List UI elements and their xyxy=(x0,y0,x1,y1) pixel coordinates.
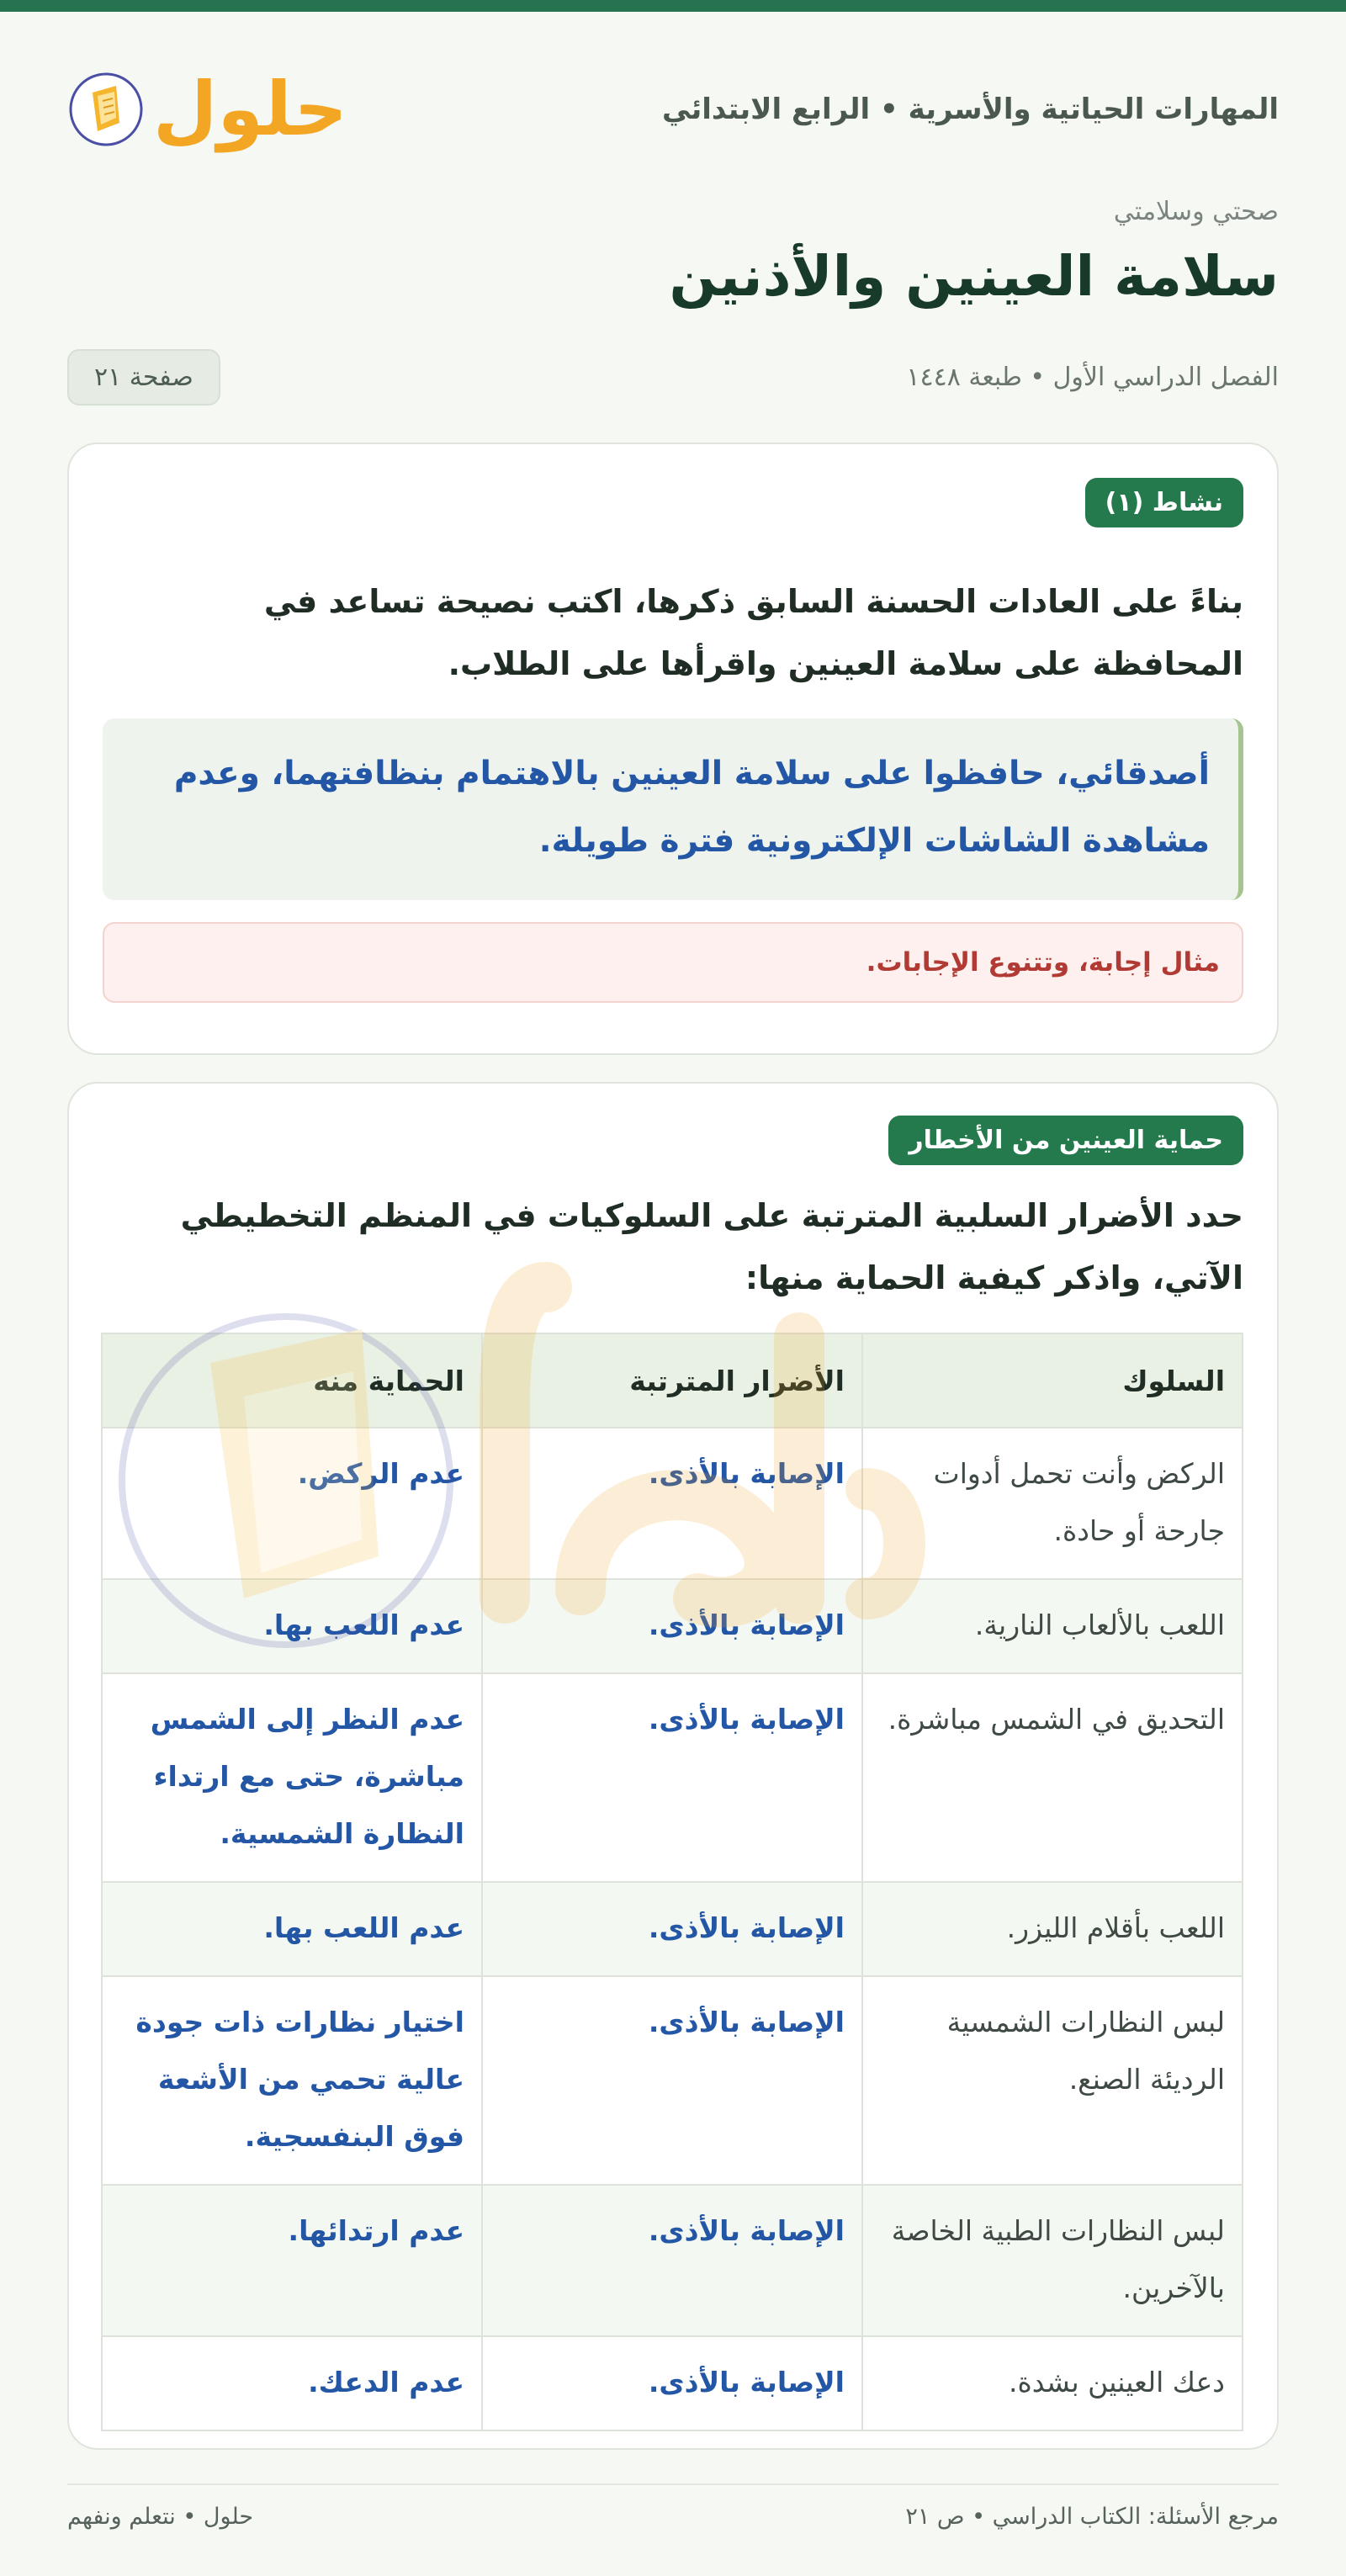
protection-badge: حماية العينين من الأخطار xyxy=(888,1116,1243,1165)
page-footer xyxy=(67,2504,1279,2530)
protection-question: حدد الأضرار السلبية المترتبة على السلوكيات في المنظم التخطيطي الآتي، واذكر كيفية الحماية منها: xyxy=(180,1197,1243,1296)
table-row xyxy=(102,2185,1243,2336)
activity-answer: أصدقائي، حافظوا على سلامة العينين بالاهتمام بنظافتهما، وعدم مشاهدة الشاشات الإلكترونية فترة طويلة. xyxy=(103,718,1243,900)
protection-card xyxy=(67,1082,1279,2450)
site-logo[interactable] xyxy=(67,66,347,152)
harm-cell: الإصابة بالأذى. xyxy=(482,1976,862,2185)
behavior-cell: الركض وأنت تحمل أدوات جارحة أو حادة. xyxy=(862,1428,1243,1579)
page-header xyxy=(67,59,1279,160)
footer-brand[interactable]: حلول • نتعلم ونفهم xyxy=(67,2504,254,2530)
harm-cell: الإصابة بالأذى. xyxy=(482,2185,862,2336)
behavior-cell: اللعب بأقلام الليزر. xyxy=(862,1882,1243,1976)
table-header-row xyxy=(102,1333,1243,1428)
footer-reference: مرجع الأسئلة: الكتاب الدراسي • ص ٢١ xyxy=(905,2504,1279,2530)
protection-cell: عدم الدعك. xyxy=(102,2336,482,2430)
protection-cell: عدم اللعب بها. xyxy=(102,1882,482,1976)
harm-cell: الإصابة بالأذى. xyxy=(482,1428,862,1579)
protection-cell: عدم الركض. xyxy=(102,1428,482,1579)
table-row xyxy=(102,1976,1243,2185)
footer-divider xyxy=(67,2483,1279,2485)
harm-cell: الإصابة بالأذى. xyxy=(482,1579,862,1673)
protection-cell: عدم اللعب بها. xyxy=(102,1579,482,1673)
header-protection: الحماية منه xyxy=(102,1333,482,1428)
top-accent-bar xyxy=(0,0,1346,12)
behavior-cell: اللعب بالألعاب النارية. xyxy=(862,1579,1243,1673)
harm-cell: الإصابة بالأذى. xyxy=(482,2336,862,2430)
page-number-badge: صفحة ٢١ xyxy=(67,349,220,405)
protection-cell: اختيار نظارات ذات جودة عالية تحمي من الأشعة فوق البنفسجية. xyxy=(102,1976,482,2185)
table-row xyxy=(102,1673,1243,1882)
table-row xyxy=(102,2336,1243,2430)
header-behavior: السلوك xyxy=(862,1333,1243,1428)
behavior-cell: التحديق في الشمس مباشرة. xyxy=(862,1673,1243,1882)
subject-title: المهارات الحياتية والأسرية • الرابع الابتدائي xyxy=(662,93,1279,126)
behavior-cell: لبس النظارات الشمسية الرديئة الصنع. xyxy=(862,1976,1243,2185)
behavior-cell: دعك العينين بشدة. xyxy=(862,2336,1243,2430)
table-row xyxy=(102,1579,1243,1673)
table-row xyxy=(102,1882,1243,1976)
activity-question: بناءً على العادات الحسنة السابق ذكرها، اكتب نصيحة تساعد في المحافظة على سلامة العينين واقرأها على الطلاب. xyxy=(263,583,1243,682)
protection-cell: عدم النظر إلى الشمس مباشرة، حتى مع ارتداء النظارة الشمسية. xyxy=(102,1673,482,1882)
book-circle-icon xyxy=(67,71,145,148)
harm-cell: الإصابة بالأذى. xyxy=(482,1673,862,1882)
edition-meta: الفصل الدراسي الأول • طبعة ١٤٤٨ xyxy=(906,362,1279,392)
behavior-cell: لبس النظارات الطبية الخاصة بالآخرين. xyxy=(862,2185,1243,2336)
harm-cell: الإصابة بالأذى. xyxy=(482,1882,862,1976)
activity-card xyxy=(67,443,1279,1055)
activity-badge: نشاط (١) xyxy=(1085,478,1243,527)
header-harm: الأضرار المترتبة xyxy=(482,1333,862,1428)
organizer-table-wrap xyxy=(103,1333,1243,2431)
page-title: سلامة العينين والأذنين xyxy=(669,244,1279,309)
meta-row xyxy=(67,347,1279,407)
section-kicker: صحتي وسلامتي xyxy=(1113,197,1279,226)
logo-wordmark: حلول xyxy=(153,66,347,152)
answer-note: مثال إجابة، وتتنوع الإجابات. xyxy=(103,922,1243,1003)
table-row xyxy=(102,1428,1243,1579)
organizer-table xyxy=(101,1333,1243,2431)
protection-cell: عدم ارتدائها. xyxy=(102,2185,482,2336)
